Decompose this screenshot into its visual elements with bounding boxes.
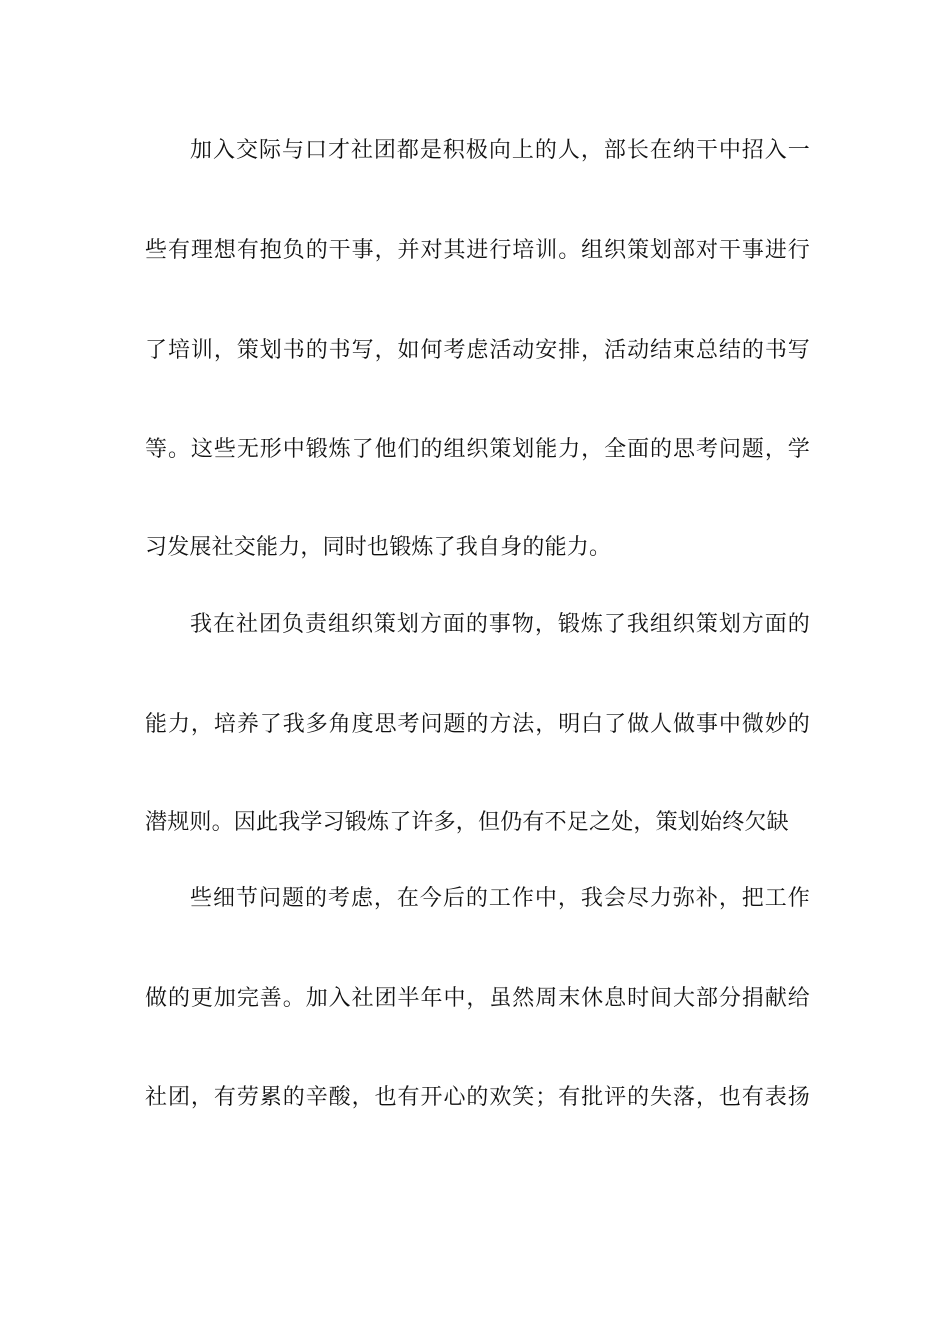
paragraph-3-line-1: 些细节问题的考虑，在今后的工作中，我会尽力弥补，把工作 [190,886,810,911]
paragraph-1-line-3: 了培训，策划书的书写，如何考虑活动安排，活动结束总结的书写 [145,338,810,363]
paragraph-2-line-1: 我在社团负责组织策划方面的事物，锻炼了我组织策划方面的 [190,612,810,637]
paragraph-2-line-2: 能力，培养了我多角度思考问题的方法，明白了做人做事中微妙的 [145,712,810,737]
paragraph-1-line-2: 些有理想有抱负的干事，并对其进行培训。组织策划部对干事进行 [145,238,810,263]
paragraph-2-line-3: 潜规则。因此我学习锻炼了许多，但仍有不足之处，策划始终欠缺 [145,810,789,835]
paragraph-3-line-3: 社团，有劳累的辛酸，也有开心的欢笑；有批评的失落，也有表扬 [145,1085,810,1110]
paragraph-3-line-2: 做的更加完善。加入社团半年中，虽然周末休息时间大部分捐献给 [145,986,810,1011]
paragraph-1-line-1: 加入交际与口才社团都是积极向上的人，部长在纳干中招入一 [190,138,810,163]
paragraph-1-line-5: 习发展社交能力，同时也锻炼了我自身的能力。 [145,535,612,560]
paragraph-1-line-4: 等。这些无形中锻炼了他们的组织策划能力，全面的思考问题，学 [145,437,810,462]
